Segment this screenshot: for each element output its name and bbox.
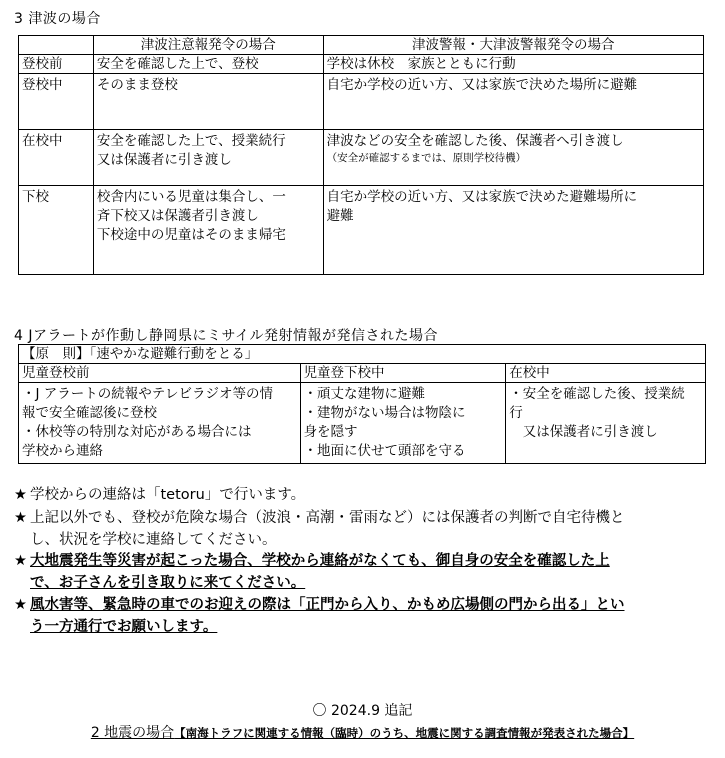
- header-warning: 津波警報・大津波警報発令の場合: [323, 36, 703, 55]
- advisory-cell: [93, 55, 323, 74]
- cell-line-small: （安全が確認するまでは、原則学校待機）: [326, 152, 527, 164]
- tsunami-header-row: [19, 36, 704, 55]
- cell-before-school: [19, 383, 301, 464]
- star-icon: ★: [14, 487, 27, 503]
- tsunami-table: [18, 35, 704, 275]
- star-icon: ★: [14, 553, 27, 569]
- cell-line: 安全を確認した上で、登校: [96, 56, 259, 72]
- cell-line: ・休校等の特別な対応がある場合には: [22, 424, 252, 440]
- cell-line: 報で安全確認後に登校: [22, 405, 157, 421]
- cell-commuting: [300, 383, 506, 464]
- warning-cell: [323, 55, 703, 74]
- cell-line: 行: [509, 405, 523, 421]
- row-label: 下校: [19, 186, 94, 275]
- warning-cell: [323, 74, 703, 130]
- cell-line: 津波などの安全を確認した後、保護者へ引き渡し: [326, 133, 624, 149]
- star-icon: ★: [14, 597, 27, 613]
- advisory-cell: [93, 130, 323, 186]
- section2-title: 2 地震の場合: [90, 725, 175, 741]
- advisory-cell: [93, 186, 323, 275]
- jalert-table: [18, 344, 706, 464]
- advisory-cell: [93, 74, 323, 130]
- note-text: 学校からの連絡は「tetoru」で行います。: [30, 487, 306, 503]
- table-row: [19, 74, 704, 130]
- cell-line: ・J アラートの続報やテレビラジオ等の情: [22, 386, 274, 402]
- addendum-date: 〇 2024.9 追記: [312, 703, 413, 719]
- row-label: 登校前: [19, 55, 94, 74]
- note-text: 風水害等、緊急時の車でのお迎えの際は「正門から入り、かもめ広場側の門から出る」とい: [30, 597, 625, 613]
- note-text: し、状況を学校に連絡してください。: [30, 532, 277, 548]
- note-text: 大地震発生等災害が起こった場合、学校から連絡がなくても、御自身の安全を確認した上: [30, 553, 610, 569]
- note-text: 上記以外でも、登校が危険な場合（波浪・高潮・雷雨など）には保護者の判断で自宅待機と: [30, 510, 625, 526]
- cell-line: 身を隠す: [303, 424, 358, 440]
- cell-line: ・頑丈な建物に避難: [303, 386, 426, 402]
- table-row: [19, 55, 704, 74]
- header-advisory: 津波注意報発令の場合: [93, 36, 323, 55]
- note-text: う一方通行でお願いします。: [30, 619, 218, 635]
- section2-subtitle: 【南海トラフに関連する情報（臨時）のうち、地震に関する調査情報が発表された場合】: [174, 726, 635, 740]
- cell-line: 又は保護者に引き渡し: [509, 424, 658, 440]
- row-label: 登校中: [19, 74, 94, 130]
- jalert-content-row: [19, 383, 706, 464]
- cell-line: 自宅か学校の近い方、又は家族で決めた場所に避難: [326, 77, 638, 93]
- header-before-school: 児童登校前: [19, 364, 301, 383]
- header-in-school: 在校中: [506, 364, 706, 383]
- cell-line: ・建物がない場合は物陰に: [303, 405, 466, 421]
- note-one-way: [14, 594, 625, 638]
- section2-heading: [0, 722, 725, 742]
- section4-title: 4 Jアラートが作動し静岡県にミサイル発射情報が発信された場合: [14, 328, 439, 344]
- note-tetoru: [14, 484, 305, 506]
- warning-cell: [323, 130, 703, 186]
- star-icon: ★: [14, 510, 27, 526]
- row-label: 在校中: [19, 130, 94, 186]
- cell-line: 学校から連絡: [22, 443, 103, 459]
- cell-line: 学校は休校 家族とともに行動: [326, 56, 516, 72]
- cell-line: 斉下校又は保護者引き渡し: [96, 208, 259, 224]
- cell-in-school: [506, 383, 706, 464]
- jalert-header-row: [19, 364, 706, 383]
- cell-line: ・地面に伏せて頭部を守る: [303, 443, 466, 459]
- cell-line: 安全を確認した上で、授業続行: [96, 133, 286, 149]
- section3-title: 3 津波の場合: [14, 11, 101, 27]
- cell-line: ・安全を確認した後、授業続: [509, 386, 685, 402]
- table-row: [19, 130, 704, 186]
- header-commuting: 児童登下校中: [300, 364, 506, 383]
- cell-line: 又は保護者に引き渡し: [96, 152, 232, 168]
- cell-line: 校舎内にいる児童は集合し、一: [96, 189, 286, 205]
- cell-line: 自宅か学校の近い方、又は家族で決めた避難場所に: [326, 189, 638, 205]
- note-text: で、お子さんを引き取りに来てください。: [30, 575, 306, 591]
- cell-line: 避難: [326, 208, 354, 224]
- cell-line: 下校途中の児童はそのまま帰宅: [96, 227, 286, 243]
- cell-line: そのまま登校: [96, 77, 178, 93]
- header-blank: [19, 36, 94, 55]
- principle-text: 【原 則】「速やかな避難行動をとる」: [19, 345, 706, 364]
- warning-cell: [323, 186, 703, 275]
- note-earthquake: [14, 550, 610, 594]
- table-row: [19, 186, 704, 275]
- note-home-wait: [14, 507, 625, 551]
- principle-row: [19, 345, 706, 364]
